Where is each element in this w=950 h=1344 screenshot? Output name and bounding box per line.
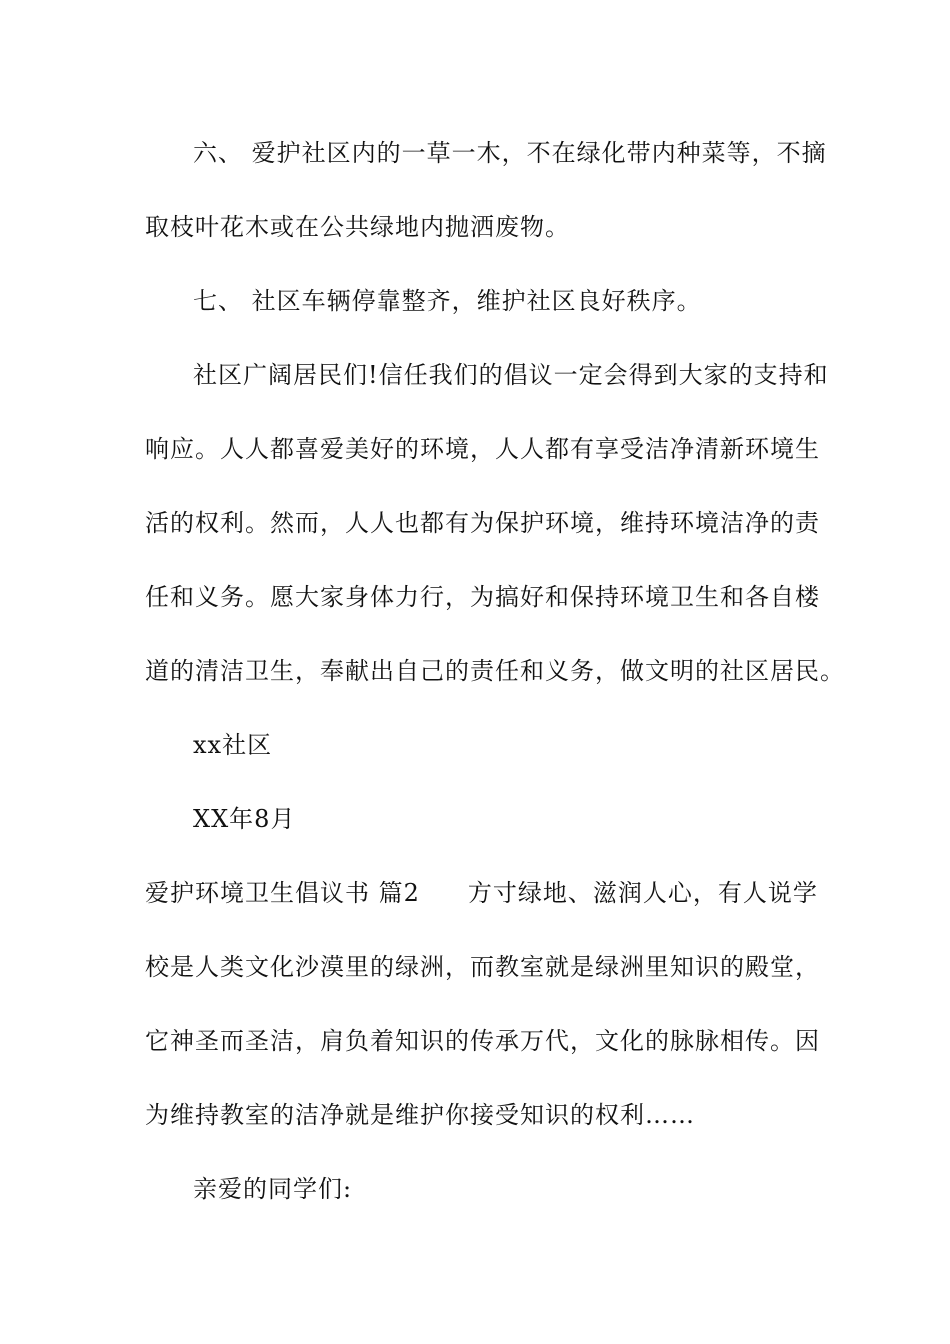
paragraph-line: 它神圣而圣洁，肩负着知识的传承万代，文化的脉脉相传。因 — [145, 1027, 820, 1055]
signature-date: XX年8月 — [193, 805, 296, 833]
paragraph-line: 六、 爱护社区内的一草一木，不在绿化带内种菜等，不摘 — [193, 139, 827, 167]
paragraph-line: 社区广阔居民们!信任我们的倡议一定会得到大家的支持和 — [193, 361, 829, 389]
salutation: 亲爱的同学们: — [193, 1175, 353, 1203]
signature-community: xx社区 — [193, 731, 273, 759]
paragraph-line: 为维持教室的洁净就是维护你接受知识的权利…… — [145, 1101, 695, 1129]
section-heading: 爱护环境卫生倡议书 篇2 — [145, 879, 420, 907]
paragraph-line: 响应。人人都喜爱美好的环境，人人都有享受洁净清新环境生 — [145, 435, 820, 463]
paragraph-line: 道的清洁卫生，奉献出自己的责任和义务，做文明的社区居民。 — [145, 657, 845, 685]
paragraph-line-start: 方寸绿地、滋润人心，有人说学 — [467, 879, 818, 907]
section-heading-line — [145, 877, 825, 909]
paragraph-line: 活的权利。然而，人人也都有为保护环境，维持环境洁净的责 — [145, 509, 820, 537]
paragraph-line: 校是人类文化沙漠里的绿洲，而教室就是绿洲里知识的殿堂， — [145, 953, 820, 981]
paragraph-line: 七、 社区车辆停靠整齐，维护社区良好秩序。 — [193, 287, 702, 315]
paragraph-line: 任和义务。愿大家身体力行，为搞好和保持环境卫生和各自楼 — [145, 583, 820, 611]
paragraph-line: 取枝叶花木或在公共绿地内抛洒废物。 — [145, 213, 570, 241]
